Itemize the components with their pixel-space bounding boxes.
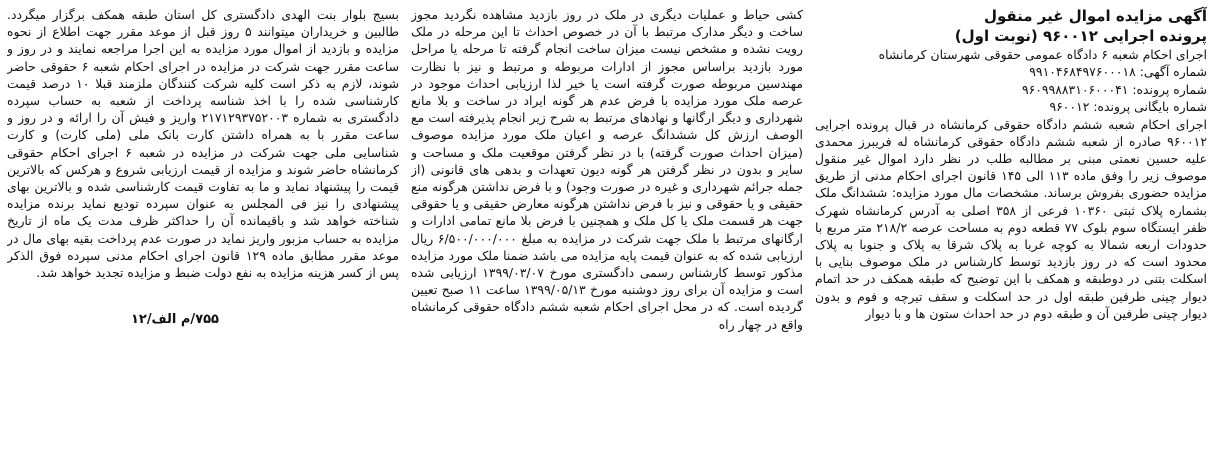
notice-body-part-2: کشی حیاط و عملیات دیگری در ملک در روز بازدید مشاهده نگردید مجوز ساخت و دیگر مدارک مرتبط با آن در خصوص احداث تا این مرحله در ملک رویت نشده و مشخص نیست میزان ساخت انجام گرفته تا مرحله یا مراحل مورد بازدید براساس مجوز از ادارات مربوطه و مرتبط و نیز با نظارت مهندسین مربوطه صورت گرفته است یا خیر لذا ارزیابی احداث موجود در عرصه ملک مورد مزایده با فرض عدم هر گونه ایراد در ساخت و بلا مانع شهرداری و دیگر ارگانها و نهادهای مرتبط به شرح زیر انجام پذیرفته است مع الوصف ارزش کل ششدانگ عرصه و اعیان ملک مورد مزایده موصوف (میزان احداث صورت گرفته) با در نظر گرفتن موقعیت ملک و مساحت و سایر و بدون در نظر گرفتن هر گونه دیون تعهدات و بدهی های قانونی (از جمله جرائم شهرداری و غیره در صورت وجود) و با فرض نداشتن هرگونه منع حقیقی و یا حقوقی و نیز با فرض نداشتن هرگونه معارض حقیقی و یا حقوقی جهت هر قسمت ملک یا کل ملک و همچنین با فرض بلا مانع تمامی ادارات و ارگانهای مرتبط با ملک جهت شرکت در مزایده به مبلغ ۶/۵۰۰/۰۰۰/۰۰۰ ریال ارزیابی شده که به عنوان قیمت پایه مزایده می باشد ضمنا ملک مورد مزایده مذکور توسط کارشناس رسمی دادگستری مورخ ۱۳۹۹/۰۳/۰۷ ارزیابی شده است و مزایده آن برای روز دوشنبه مورخ ۱۳۹۹/۰۵/۱۳ ساعت ۱۱ صبح تعیین گردیده است. که در محل اجرای احکام شعبه ششم دادگاه حقوقی کرمانشاه واقع در چهار راه — [411, 7, 803, 332]
court-name: اجرای احکام شعبه ۶ دادگاه عمومی حقوقی شهرستان کرمانشاه — [878, 47, 1207, 62]
archive-number: شماره بایگانی پرونده: ۹۶۰۰۱۲ — [1049, 99, 1207, 115]
notice-column-2 — [411, 6, 803, 466]
notice-column-3 — [7, 6, 399, 466]
notice-number: شماره آگهی: ۹۹۱۰۴۶۸۴۹۷۶۰۰۰۱۸ — [1029, 64, 1207, 80]
case-number: شماره پرونده: ۹۶۰۹۹۸۸۳۱۰۶۰۰۰۴۱ — [1021, 81, 1207, 97]
notice-reference-code: ۷۵۵/م الف/۱۲ — [130, 312, 219, 328]
notice-title: آگهی مزایده اموال غیر منقول — [983, 7, 1207, 25]
notice-body-part-3: بسیج بلوار بنت الهدی دادگستری کل استان طبقه همکف برگزار میگردد. طالبین و خریداران میتوانند ۵ روز قبل از موعد مقرر جهت اطلاع از نحوه مزایده و بازدید از اموال مورد مزایده به این اجرا مراجعه نمایند و در روز و ساعت مقرر جهت شرکت در مزایده در اجرای احکام شعبه ۶ حقوقی حاضر شوند، لازم به ذکر است کلیه شرکت کنندگان ملزمند قبلا ۱۰ درصد قیمت کارشناسی شده را با اخذ شناسه پرداخت از شعبه به حساب سپرده دادگستری به شماره ۲۱۷۱۲۹۳۷۵۲۰۰۳ واریز و فیش آن را ارائه و در روز و ساعت مقرر با به همراه داشتن کارت بانک ملی (ملی کارت) و کارت شناسایی ملی جهت شرکت در مزایده در شعبه ۶ اجرای احکام حقوقی کرمانشاه حاضر شوند و مزایده از قیمت ارزیابی شروع و هرکس که بالاترین قیمت را پیشنهاد نماید و ما به تفاوت قیمت کارشناسی شده و بالاترین بهای پیشنهادی را نیز فی المجلس به عنوان سپرده تودیع نماید برنده مزایده شناخته خواهد شد و باقیمانده آن را حداکثر ظرف مدت یک ماه از تاریخ مزایده به حساب مزبور واریز نماید در صورت عدم پرداخت بقیه بهای مال در موعد مقرر مطابق ماده ۱۲۹ قانون اجرای احکام مدنی سپرده فوق الذکر پس از کسر هزینه مزایده به نفع دولت ضبط و مزایده تجدید خواهد شد. — [7, 7, 399, 281]
notice-subtitle: پرونده اجرایی ۹۶۰۰۱۲ (نوبت اول) — [954, 27, 1207, 45]
notice-column-1 — [815, 6, 1207, 466]
notice-body-part-1: اجرای احکام شعبه ششم دادگاه حقوقی کرمانشاه در قبال پرونده اجرایی ۹۶۰۰۱۲ صادره از شعبه ششم دادگاه حقوقی کرمانشاه له فریبرز محمدی علیه حسین نعمتی مبنی بر مطالبه طلب در نظر دارد اموال غیر منقول موصوف زیر را وفق ماده ۱۱۳ الی ۱۴۵ قانون اجرای احکام مدنی از طریق مزایده حضوری بفروش برساند. مشخصات مال مورد مزایده: ششدانگ ملک بشماره پلاک ثبتی ۱۰۳۶۰ فرعی از ۳۵۸ اصلی به آدرس کرمانشاه شهرک ظفر ایستگاه سوم بلوک ۷۷ قطعه دوم به مساحت عرصه ۲۱۸/۲ متر مربع با حدودات اربعه شمالا به کوچه غربا به پلاک شرقا به پلاک و جنوبا به پلاک محدود است که در روز بازدید توسط کارشناس در ملک موصوف بنایی با اسکلت بتنی در دوطبقه و همکف با این توضیح که طبقه همکف در حد اتمام دیوار چینی طرفین طبقه اول در حد اسکلت و سقف تیرچه و فوم و بدون دیوار چینی طرفین آن و طبقه دوم در حد احداث ستون ها و با دیوار — [815, 116, 1207, 321]
